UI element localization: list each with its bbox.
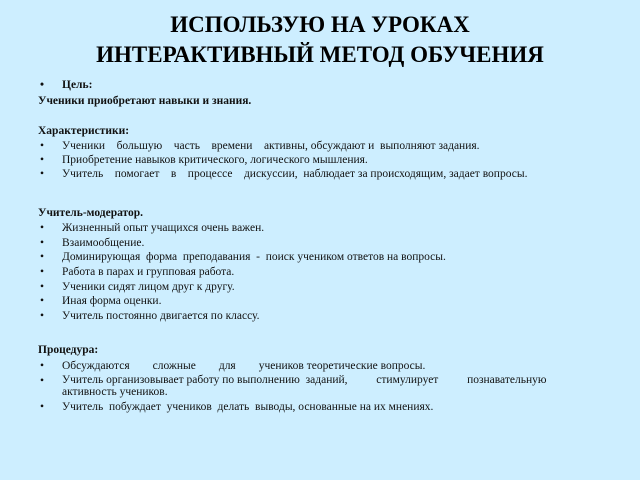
goal-heading: Цель: — [62, 79, 93, 91]
bullet: • — [40, 266, 45, 278]
bullet: • — [40, 251, 45, 263]
list-item: Взаимообщение. — [62, 237, 145, 249]
bullet: • — [40, 154, 45, 166]
list-item: Ученики сидят лицом друг к другу. — [62, 281, 235, 293]
list-item: Работа в парах и групповая работа. — [62, 266, 235, 278]
list-item: Учитель постоянно двигается по классу. — [62, 310, 260, 322]
bullet: • — [40, 237, 45, 249]
list-item: Жизненный опыт учащихся очень важен. — [62, 222, 265, 234]
list-item: Ученики большую часть времени активны, обсуждают и выполняют задания. — [62, 140, 480, 152]
bullet: • — [40, 375, 45, 387]
bullet: • — [40, 360, 45, 372]
title-line-1: ИСПОЛЬЗУЮ НА УРОКАХ — [170, 12, 470, 37]
bullet: • — [40, 140, 45, 152]
bullet: • — [40, 79, 45, 91]
bullet: • — [40, 281, 45, 293]
moderator-heading: Учитель-модератор. — [38, 207, 144, 219]
list-item: Приобретение навыков критического, логического мышления. — [62, 154, 368, 166]
list-item: Доминирующая форма преподавания - поиск учеником ответов на вопросы. — [62, 251, 446, 263]
bullet: • — [40, 222, 45, 234]
list-item: Учитель помогает в процессе дискуссии, наблюдает за происходящим, задает вопросы. — [62, 168, 528, 180]
list-item: Учитель организовывает работу по выполнению заданий, стимулирует познавательную активность учеников. — [62, 374, 547, 398]
bullet: • — [40, 310, 45, 322]
bullet: • — [40, 401, 45, 413]
list-item: Обсуждаются сложные для учеников теоретические вопросы. — [62, 360, 426, 372]
list-item: Иная форма оценки. — [62, 295, 162, 307]
slide-title — [0, 10, 640, 70]
bullet: • — [40, 168, 45, 180]
bullet: • — [40, 295, 45, 307]
characteristics-heading: Характеристики: — [38, 125, 130, 137]
procedure-heading: Процедура: — [38, 344, 99, 356]
goal-text: Ученики приобретают навыки и знания. — [38, 95, 252, 107]
title-line-2: ИНТЕРАКТИВНЫЙ МЕТОД ОБУЧЕНИЯ — [96, 42, 544, 67]
list-item: Учитель побуждает учеников делать выводы, основанные на их мнениях. — [62, 401, 434, 413]
